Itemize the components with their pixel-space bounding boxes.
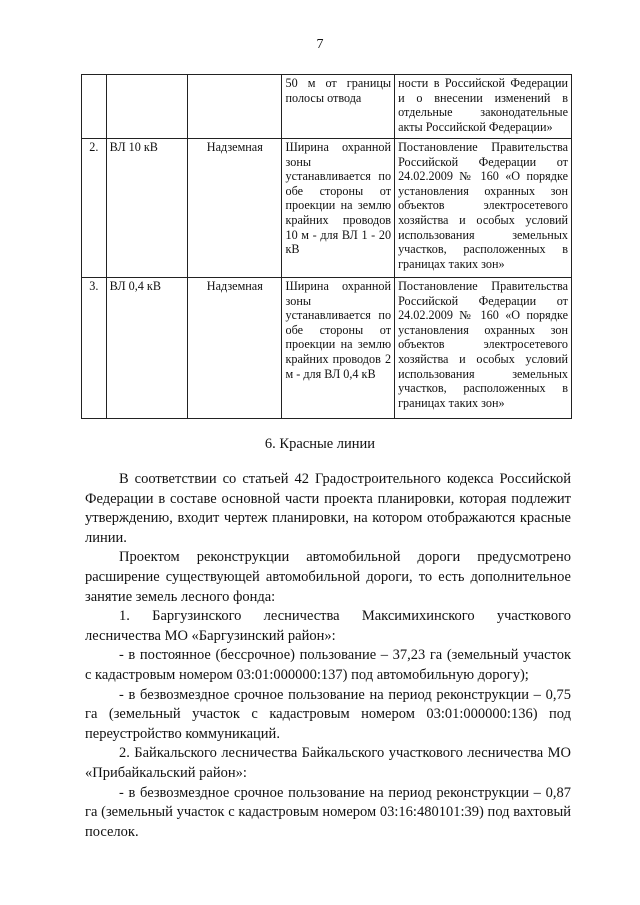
cell-legal-basis: ности в Российской Федерации и о внесении изменений в отдельные законодательные акты Российской Федерации» bbox=[395, 75, 572, 139]
table-row bbox=[82, 139, 572, 278]
section-title: 6. Красные линии bbox=[264, 436, 376, 452]
table-row bbox=[82, 75, 572, 139]
cell-legal-basis: Постановление Правительства Российской Федерации от 24.02.2009 № 160 «О порядке установления охранных зон объектов электросетевого хозяйства и особых условий использования земельных участков, расположенных в границах таких зон» bbox=[395, 278, 572, 419]
cell-object: ВЛ 10 кВ bbox=[106, 139, 187, 278]
cell-zone-width: 50 м от границы полосы отвода bbox=[282, 75, 395, 139]
protection-zones-table bbox=[81, 74, 572, 419]
paragraph: - в безвозмездное срочное пользование на период реконструкции – 0,75 га (земельный участок с кадастровым номером 03:01:000000:136) под переустройство коммуникаций. bbox=[85, 686, 571, 742]
cell-number bbox=[82, 75, 107, 139]
cell-object bbox=[106, 75, 187, 139]
paragraph: - в безвозмездное срочное пользование на период реконструкции – 0,87 га (земельный участок с кадастровым номером 03:16:480101:39) под вахтовый поселок. bbox=[85, 784, 571, 840]
cell-type bbox=[188, 75, 282, 139]
cell-number: 3. bbox=[82, 278, 107, 419]
cell-object: ВЛ 0,4 кВ bbox=[106, 278, 187, 419]
paragraph: В соответствии со статьей 42 Градостроительного кодекса Российской Федерации в составе основной части проекта планировки, которая подлежит утверждению, входит чертеж планировки, на котором отображаются красные линии. bbox=[85, 471, 571, 546]
page-number: 7 bbox=[316, 37, 324, 52]
cell-type: Надземная bbox=[188, 139, 282, 278]
cell-legal-basis: Постановление Правительства Российской Федерации от 24.02.2009 № 160 «О порядке установления охранных зон объектов электросетевого хозяйства и особых условий использования земельных участков, расположенных в границах таких зон» bbox=[395, 139, 572, 278]
paragraph: 1. Баргузинского лесничества Максимихинского участкового лесничества МО «Баргузинский район»: bbox=[85, 608, 571, 644]
body-text bbox=[85, 470, 571, 842]
paragraph: Проектом реконструкции автомобильной дороги предусмотрено расширение существующей автомобильной дороги, то есть дополнительное занятие земель лесного фонда: bbox=[85, 549, 571, 605]
cell-zone-width: Ширина охранной зоны устанавливается по обе стороны от проекции на землю крайних проводов 2 м - для ВЛ 0,4 кВ bbox=[282, 278, 395, 419]
paragraph: 2. Байкальского лесничества Байкальского участкового лесничества МО «Прибайкальский район»: bbox=[85, 745, 571, 781]
cell-number: 2. bbox=[82, 139, 107, 278]
table-row bbox=[82, 278, 572, 419]
paragraph: - в постоянное (бессрочное) пользование – 37,23 га (земельный участок с кадастровым номером 03:01:000000:137) под автомобильную дорогу); bbox=[85, 647, 571, 683]
cell-type: Надземная bbox=[188, 278, 282, 419]
cell-zone-width: Ширина охранной зоны устанавливается по обе стороны от проекции на землю крайних проводов 10 м - для ВЛ 1 - 20 кВ bbox=[282, 139, 395, 278]
